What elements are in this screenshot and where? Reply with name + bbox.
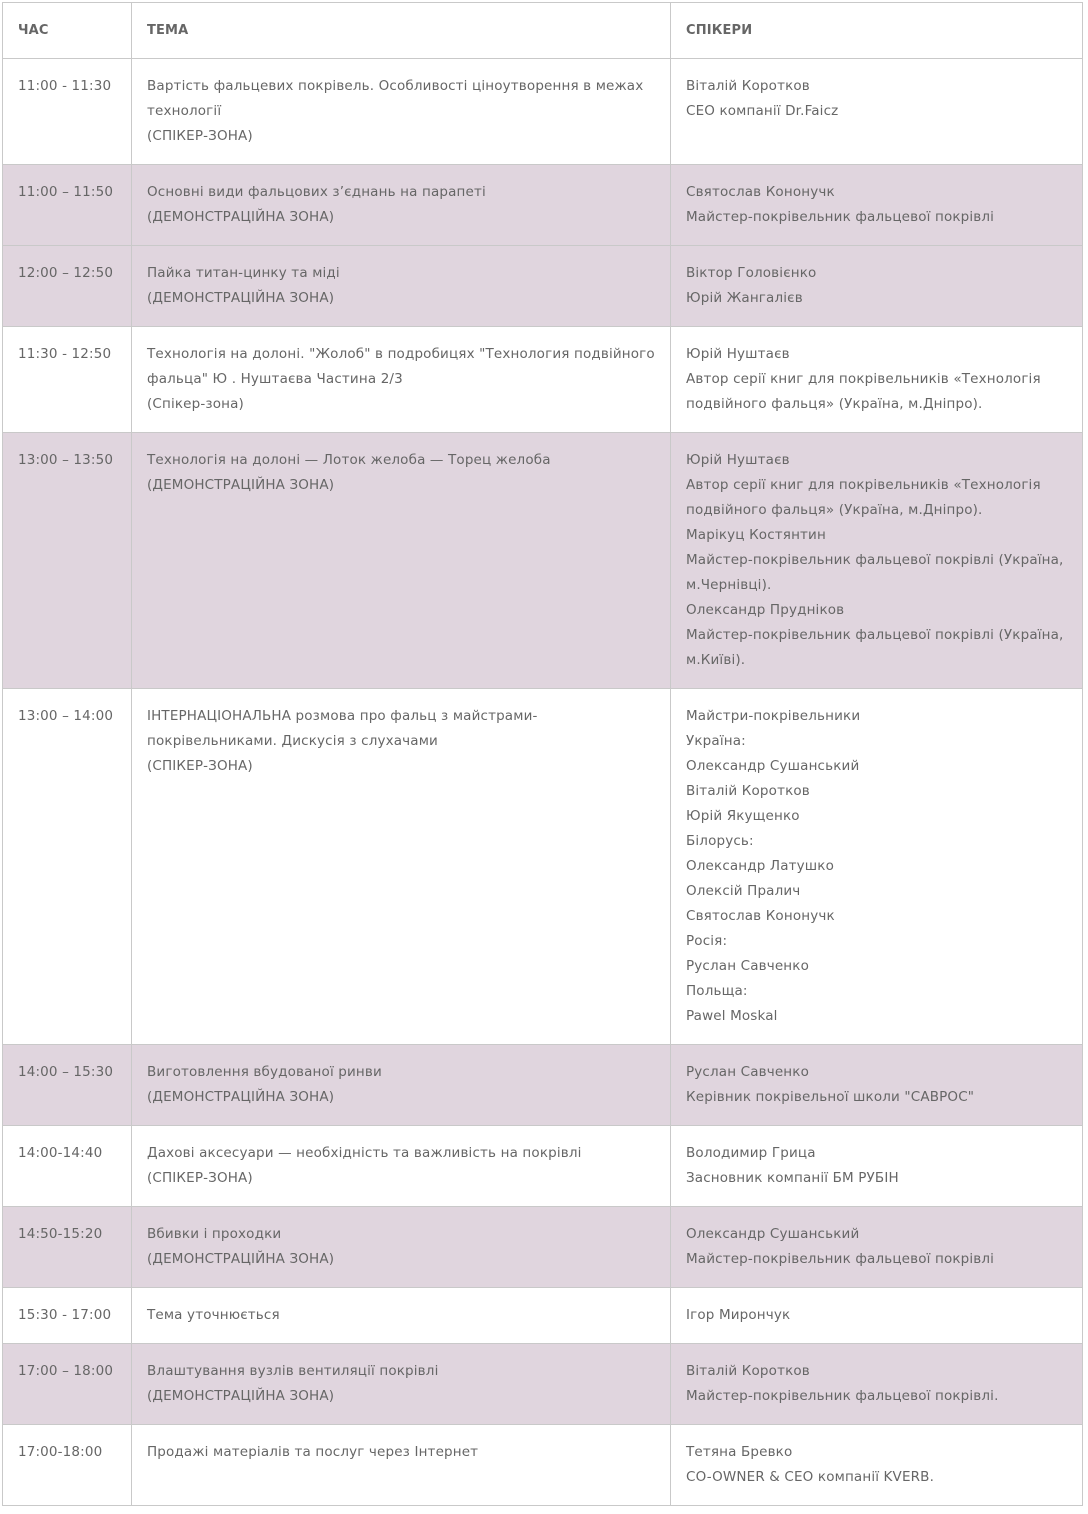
topic-line: (СПІКЕР-ЗОНА)	[147, 128, 253, 144]
speaker-line: Олександр Сушанський	[686, 758, 860, 774]
topic-line: (СПІКЕР-ЗОНА)	[147, 1170, 253, 1186]
table-row	[3, 689, 1083, 1045]
topic-line: (ДЕМОНСТРАЦІЙНА ЗОНА)	[147, 477, 335, 493]
table-row	[3, 246, 1083, 327]
topic-line: (ДЕМОНСТРАЦІЙНА ЗОНА)	[147, 1388, 335, 1404]
topic-line: Пайка титан-цинку та міді	[147, 265, 340, 281]
speaker-line: Pawel Moskal	[686, 1008, 778, 1024]
speaker-line: Олександр Сушанський	[686, 1226, 860, 1242]
topic-cell	[132, 1207, 671, 1288]
topic-cell	[132, 433, 671, 689]
table-row	[3, 59, 1083, 165]
time-cell: 17:00 – 18:00	[3, 1344, 132, 1425]
speaker-line: Святослав Кононучк	[686, 908, 835, 924]
topic-cell	[132, 1344, 671, 1425]
topic-line: (СПІКЕР-ЗОНА)	[147, 758, 253, 774]
speaker-line: Олексій Пралич	[686, 883, 801, 899]
speaker-line: Олександр Прудніков	[686, 602, 845, 618]
speaker-line: Юрій Жангалієв	[686, 290, 803, 306]
topic-cell	[132, 1045, 671, 1126]
table-row	[3, 1207, 1083, 1288]
speaker-line: Юрій Якущенко	[686, 808, 800, 824]
topic-cell	[132, 165, 671, 246]
topic-line: Продажі матеріалів та послуг через Інтернет	[147, 1444, 479, 1460]
speaker-line: Автор серії книг для покрівельників «Технологія подвійного фальця» (Україна, м.Дніпро).	[686, 371, 1041, 412]
speaker-line: Віктор Головієнко	[686, 265, 817, 281]
schedule-body	[3, 59, 1083, 1506]
table-row	[3, 1425, 1083, 1506]
speakers-cell	[671, 1344, 1083, 1425]
table-row	[3, 1126, 1083, 1207]
speaker-line: Ігор Мирончук	[686, 1307, 791, 1323]
speaker-line: Польща:	[686, 983, 748, 999]
topic-line: (ДЕМОНСТРАЦІЙНА ЗОНА)	[147, 1251, 335, 1267]
topic-line: Влаштування вузлів вентиляції покрівлі	[147, 1363, 439, 1379]
topic-cell	[132, 689, 671, 1045]
speakers-cell	[671, 327, 1083, 433]
time-cell: 11:00 – 11:50	[3, 165, 132, 246]
table-row	[3, 1344, 1083, 1425]
topic-cell	[132, 1126, 671, 1207]
time-cell: 11:30 - 12:50	[3, 327, 132, 433]
topic-line: (Спікер-зона)	[147, 396, 244, 412]
speaker-line: Майстер-покрівельник фальцевої покрівлі	[686, 209, 995, 225]
time-cell: 14:00 – 15:30	[3, 1045, 132, 1126]
speaker-line: Руслан Савченко	[686, 1064, 809, 1080]
topic-line: Вбивки і проходки	[147, 1226, 282, 1242]
speakers-cell	[671, 1045, 1083, 1126]
table-row	[3, 1045, 1083, 1126]
speaker-line: Віталій Коротков	[686, 78, 810, 94]
time-cell: 13:00 – 14:00	[3, 689, 132, 1045]
table-row	[3, 165, 1083, 246]
speaker-line: Віталій Коротков	[686, 1363, 810, 1379]
speakers-cell	[671, 1207, 1083, 1288]
speaker-line: CO-OWNER & CEO компанії KVERB.	[686, 1469, 935, 1485]
header-time: ЧАС	[3, 3, 132, 59]
table-header-row	[3, 3, 1083, 59]
schedule-table	[2, 2, 1083, 1506]
time-cell: 14:00-14:40	[3, 1126, 132, 1207]
time-cell: 11:00 - 11:30	[3, 59, 132, 165]
speaker-line: Юрій Нуштаєв	[686, 452, 790, 468]
time-cell: 12:00 – 12:50	[3, 246, 132, 327]
time-cell: 14:50-15:20	[3, 1207, 132, 1288]
topic-line: Технологія на долоні. "Жолоб" в подробицях "Технология подвійного фальца" Ю . Нуштаєва Частина 2/3	[147, 346, 655, 387]
speakers-cell	[671, 433, 1083, 689]
table-row	[3, 327, 1083, 433]
speaker-line: Майстри-покрівельники	[686, 708, 861, 724]
topic-cell	[132, 1288, 671, 1344]
topic-cell	[132, 59, 671, 165]
speakers-cell	[671, 246, 1083, 327]
speaker-line: Майстер-покрівельник фальцевої покрівлі (Україна, м.Чернівці).	[686, 552, 1064, 593]
table-row	[3, 433, 1083, 689]
topic-line: Вартість фальцевих покрівель. Особливості ціноутворення в межах технології	[147, 78, 644, 119]
time-cell: 17:00-18:00	[3, 1425, 132, 1506]
speakers-cell	[671, 165, 1083, 246]
speaker-line: Майстер-покрівельник фальцевої покрівлі (Україна, м.Київі).	[686, 627, 1064, 668]
speaker-line: Святослав Кононучк	[686, 184, 835, 200]
time-cell: 15:30 - 17:00	[3, 1288, 132, 1344]
speakers-cell	[671, 59, 1083, 165]
speaker-line: Білорусь:	[686, 833, 754, 849]
topic-cell	[132, 327, 671, 433]
speaker-line: Руслан Савченко	[686, 958, 809, 974]
speaker-line: Володимир Грица	[686, 1145, 816, 1161]
speaker-line: Марікуц Костянтин	[686, 527, 826, 543]
speaker-line: Росія:	[686, 933, 728, 949]
topic-line: Технологія на долоні — Лоток желоба — Торец желоба	[147, 452, 551, 468]
speakers-cell	[671, 689, 1083, 1045]
speakers-cell	[671, 1126, 1083, 1207]
speaker-line: Віталій Коротков	[686, 783, 810, 799]
time-cell: 13:00 – 13:50	[3, 433, 132, 689]
topic-line: (ДЕМОНСТРАЦІЙНА ЗОНА)	[147, 1089, 335, 1105]
topic-line: (ДЕМОНСТРАЦІЙНА ЗОНА)	[147, 290, 335, 306]
topic-cell	[132, 246, 671, 327]
speaker-line: Юрій Нуштаєв	[686, 346, 790, 362]
speaker-line: Майстер-покрівельник фальцевої покрівлі	[686, 1251, 995, 1267]
speakers-cell	[671, 1288, 1083, 1344]
header-topic: ТЕМА	[132, 3, 671, 59]
topic-line: ІНТЕРНАЦІОНАЛЬНА розмова про фальц з майстрами-покрівельниками. Дискусія з слухачами	[147, 708, 538, 749]
speaker-line: Керівник покрівельної школи "САВРОС"	[686, 1089, 975, 1105]
table-row	[3, 1288, 1083, 1344]
topic-line: Дахові аксесуари — необхідність та важливість на покрівлі	[147, 1145, 582, 1161]
speakers-cell	[671, 1425, 1083, 1506]
speaker-line: CEO компанії Dr.Faicz	[686, 103, 839, 119]
topic-line: Основні види фальцових з’єднань на парапеті	[147, 184, 486, 200]
topic-line: (ДЕМОНСТРАЦІЙНА ЗОНА)	[147, 209, 335, 225]
speaker-line: Олександр Латушко	[686, 858, 835, 874]
speaker-line: Майстер-покрівельник фальцевої покрівлі.	[686, 1388, 999, 1404]
speaker-line: Україна:	[686, 733, 746, 749]
topic-line: Тема уточнюється	[147, 1307, 280, 1323]
speaker-line: Засновник компанії БМ РУБІН	[686, 1170, 899, 1186]
speaker-line: Тетяна Бревко	[686, 1444, 793, 1460]
topic-line: Виготовлення вбудованої ринви	[147, 1064, 382, 1080]
header-speakers: СПІКЕРИ	[671, 3, 1083, 59]
speaker-line: Автор серії книг для покрівельників «Технологія подвійного фальця» (Україна, м.Дніпро).	[686, 477, 1041, 518]
topic-cell	[132, 1425, 671, 1506]
